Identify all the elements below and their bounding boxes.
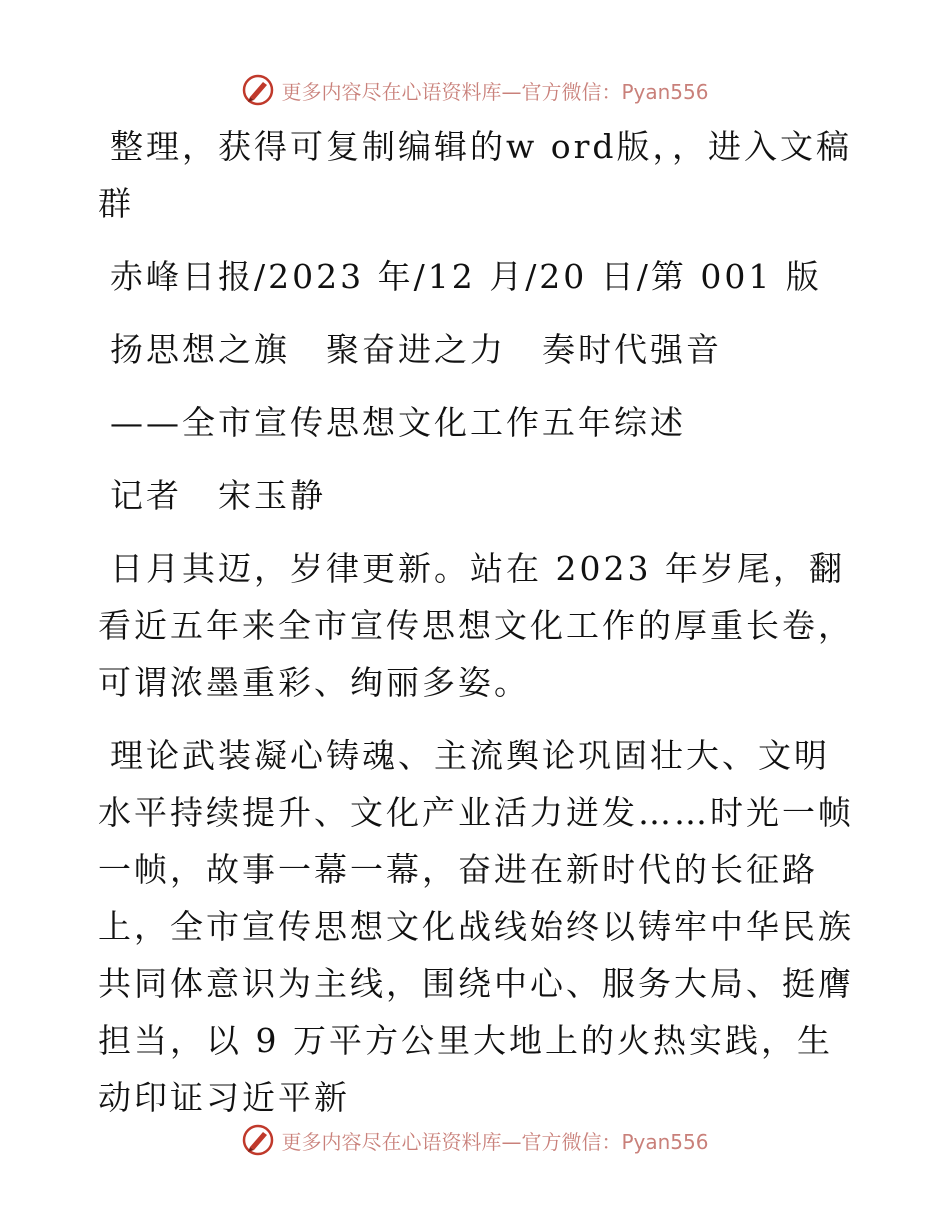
source-line: 赤峰日报/2023 年/12 月/20 日/第 001 版 — [110, 257, 822, 296]
document-body — [98, 118, 858, 1142]
intro-note: 整理，获得可复制编辑的w ord版，，进入文稿群 — [98, 127, 853, 223]
watermark-text: 更多内容尽在心语资料库—官方微信：Pyan556 — [281, 1129, 709, 1154]
watermark-text: 更多内容尽在心语资料库—官方微信：Pyan556 — [281, 79, 709, 104]
footer-watermark — [0, 1120, 950, 1160]
article-subtitle: ——全市宣传思想文化工作五年综述 — [110, 403, 686, 442]
pen-logo-icon — [241, 1123, 275, 1157]
header-watermark — [0, 70, 950, 110]
paragraph-1: 日月其迈，岁律更新。站在 2023 年岁尾，翻看近五年来全市宣传思想文化工作的厚重长卷，可谓浓墨重彩、绚丽多姿。 — [98, 549, 854, 702]
article-title: 扬思想之旗 聚奋进之力 奏时代强音 — [110, 330, 722, 369]
paragraph-2: 理论武装凝心铸魂、主流舆论巩固壮大、文明水平持续提升、文化产业活力迸发……时光一帧一帧，故事一幕一幕，奋进在新时代的长征路上，全市宣传思想文化战线始终以铸牢中华民族共同体意识为主线，围绕中心、服务大局、挺膺担当，以 9 万平方公里大地上的火热实践，生动印证习近平新 — [98, 736, 854, 1117]
byline: 记者 宋玉静 — [110, 476, 326, 515]
pen-logo-icon — [241, 73, 275, 107]
